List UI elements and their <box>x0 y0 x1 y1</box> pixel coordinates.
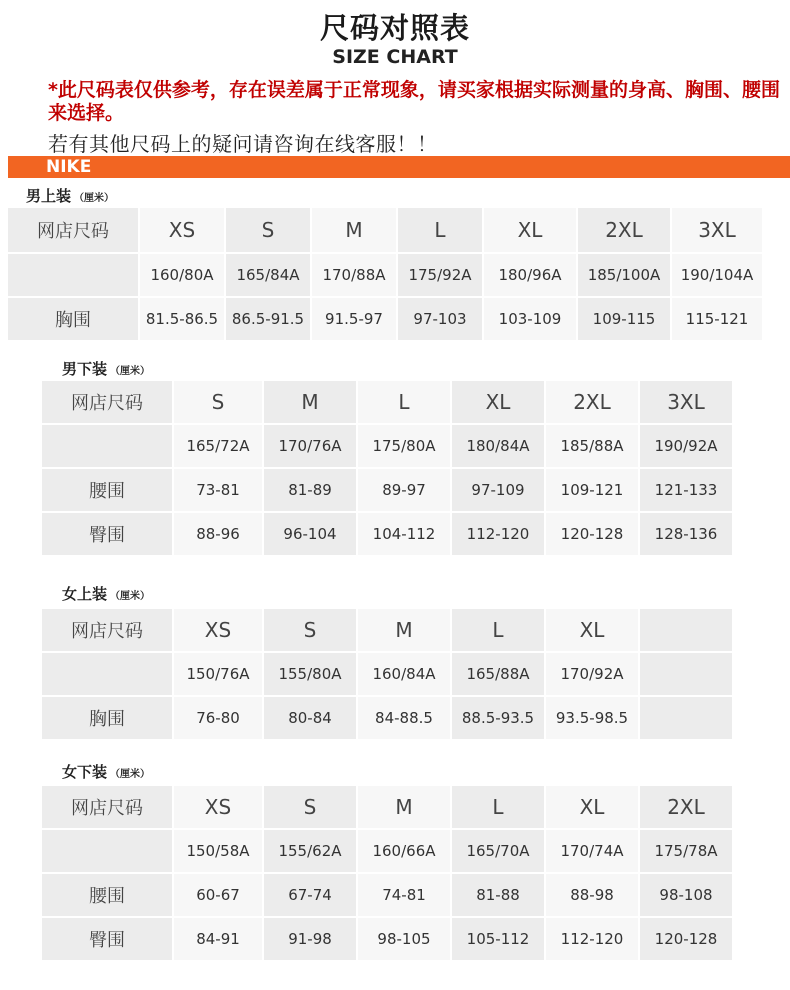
value-cell: 109-121 <box>546 469 638 511</box>
value-cell: 97-109 <box>452 469 544 511</box>
value-cell: 96-104 <box>264 513 356 555</box>
value-cell: 120-128 <box>546 513 638 555</box>
value-cell: 98-105 <box>358 918 450 960</box>
value-cell: 84-91 <box>174 918 262 960</box>
value-cell: 98-108 <box>640 874 732 916</box>
value-cell: 112-120 <box>546 918 638 960</box>
row-label: 腰围 <box>42 469 172 511</box>
value-cell: 76-80 <box>174 697 262 739</box>
row-label: 网店尺码 <box>42 786 172 828</box>
value-cell: 180/96A <box>484 254 576 296</box>
row-label: 臀围 <box>42 513 172 555</box>
value-cell <box>640 697 732 739</box>
value-cell: 190/104A <box>672 254 762 296</box>
size-table-men-tops <box>6 206 764 342</box>
size-cell: XL <box>546 786 638 828</box>
size-cell: 2XL <box>640 786 732 828</box>
value-cell: 165/70A <box>452 830 544 872</box>
section-unit: （厘米） <box>110 769 151 780</box>
section-title-women-tops <box>62 583 150 604</box>
value-cell: 175/78A <box>640 830 732 872</box>
section-title-text: 女上装 <box>62 585 108 603</box>
size-cell: XL <box>452 381 544 423</box>
value-cell: 81.5-86.5 <box>140 298 224 340</box>
value-cell: 170/76A <box>264 425 356 467</box>
size-cell: XS <box>174 609 262 651</box>
value-cell: 170/88A <box>312 254 396 296</box>
value-cell: 155/80A <box>264 653 356 695</box>
value-cell: 120-128 <box>640 918 732 960</box>
value-cell: 81-89 <box>264 469 356 511</box>
value-cell: 89-97 <box>358 469 450 511</box>
value-cell: 74-81 <box>358 874 450 916</box>
row-label <box>42 653 172 695</box>
table-row <box>8 254 762 296</box>
table-row <box>42 697 732 739</box>
table-row <box>42 513 732 555</box>
table-row <box>42 609 732 651</box>
value-cell: 105-112 <box>452 918 544 960</box>
value-cell: 180/84A <box>452 425 544 467</box>
size-cell: 3XL <box>640 381 732 423</box>
row-label: 胸围 <box>8 298 138 340</box>
section-unit: （厘米） <box>110 366 151 377</box>
size-cell: XL <box>546 609 638 651</box>
size-table-men-bottoms <box>40 379 734 557</box>
row-label: 胸围 <box>42 697 172 739</box>
value-cell: 150/76A <box>174 653 262 695</box>
value-cell: 160/80A <box>140 254 224 296</box>
size-cell <box>640 609 732 651</box>
value-cell: 93.5-98.5 <box>546 697 638 739</box>
size-cell: M <box>312 208 396 252</box>
value-cell: 112-120 <box>452 513 544 555</box>
size-cell: L <box>398 208 482 252</box>
row-label: 网店尺码 <box>42 381 172 423</box>
value-cell: 160/84A <box>358 653 450 695</box>
value-cell: 88.5-93.5 <box>452 697 544 739</box>
section-title-text: 男上装 <box>26 187 72 205</box>
section-title-men-bottoms <box>62 358 150 379</box>
support-note: 若有其他尺码上的疑问请咨询在线客服！！ <box>48 132 438 156</box>
table-row <box>42 786 732 828</box>
value-cell: 104-112 <box>358 513 450 555</box>
section-unit: （厘米） <box>74 193 115 204</box>
value-cell: 190/92A <box>640 425 732 467</box>
value-cell: 160/66A <box>358 830 450 872</box>
value-cell: 88-98 <box>546 874 638 916</box>
size-cell: XS <box>140 208 224 252</box>
value-cell: 103-109 <box>484 298 576 340</box>
value-cell: 185/88A <box>546 425 638 467</box>
value-cell: 185/100A <box>578 254 670 296</box>
value-cell: 128-136 <box>640 513 732 555</box>
value-cell: 170/92A <box>546 653 638 695</box>
value-cell: 175/92A <box>398 254 482 296</box>
value-cell: 60-67 <box>174 874 262 916</box>
section-unit: （厘米） <box>110 591 151 602</box>
size-cell: 3XL <box>672 208 762 252</box>
page-title: 尺码对照表 <box>319 11 470 45</box>
size-cell: M <box>264 381 356 423</box>
size-table-women-tops <box>40 607 734 741</box>
size-cell: M <box>358 786 450 828</box>
section-title-men-tops <box>26 185 114 206</box>
row-label <box>8 254 138 296</box>
table-row <box>42 653 732 695</box>
value-cell: 115-121 <box>672 298 762 340</box>
size-cell: S <box>226 208 310 252</box>
brand-label: NIKE <box>46 157 92 177</box>
value-cell: 84-88.5 <box>358 697 450 739</box>
size-table-women-bottoms <box>40 784 734 962</box>
size-cell: L <box>452 609 544 651</box>
section-title-text: 女下装 <box>62 763 108 781</box>
value-cell: 121-133 <box>640 469 732 511</box>
size-cell: M <box>358 609 450 651</box>
size-cell: S <box>174 381 262 423</box>
table-row <box>8 298 762 340</box>
row-label: 臀围 <box>42 918 172 960</box>
value-cell: 109-115 <box>578 298 670 340</box>
value-cell: 88-96 <box>174 513 262 555</box>
disclaimer-note: *此尺码表仅供参考，存在误差属于正常现象，请买家根据实际测量的身高、胸围、腰围来选择。 <box>48 79 780 124</box>
table-row <box>42 381 732 423</box>
table-row <box>8 208 762 252</box>
value-cell: 80-84 <box>264 697 356 739</box>
size-cell: XS <box>174 786 262 828</box>
value-cell: 155/62A <box>264 830 356 872</box>
size-cell: 2XL <box>578 208 670 252</box>
table-row <box>42 469 732 511</box>
row-label: 网店尺码 <box>42 609 172 651</box>
value-cell: 165/84A <box>226 254 310 296</box>
value-cell: 91-98 <box>264 918 356 960</box>
page-subtitle: SIZE CHART <box>332 46 458 68</box>
value-cell: 67-74 <box>264 874 356 916</box>
row-label <box>42 425 172 467</box>
value-cell: 175/80A <box>358 425 450 467</box>
value-cell <box>640 653 732 695</box>
table-row <box>42 830 732 872</box>
brand-bar <box>8 156 790 178</box>
value-cell: 97-103 <box>398 298 482 340</box>
row-label: 网店尺码 <box>8 208 138 252</box>
section-title-women-bottoms <box>62 761 150 782</box>
value-cell: 165/88A <box>452 653 544 695</box>
table-row <box>42 425 732 467</box>
section-title-text: 男下装 <box>62 360 108 378</box>
row-label: 腰围 <box>42 874 172 916</box>
size-cell: S <box>264 609 356 651</box>
table-row <box>42 918 732 960</box>
table-row <box>42 874 732 916</box>
value-cell: 81-88 <box>452 874 544 916</box>
value-cell: 150/58A <box>174 830 262 872</box>
value-cell: 86.5-91.5 <box>226 298 310 340</box>
size-cell: S <box>264 786 356 828</box>
value-cell: 170/74A <box>546 830 638 872</box>
value-cell: 91.5-97 <box>312 298 396 340</box>
row-label <box>42 830 172 872</box>
value-cell: 165/72A <box>174 425 262 467</box>
size-cell: L <box>358 381 450 423</box>
size-cell: 2XL <box>546 381 638 423</box>
size-cell: XL <box>484 208 576 252</box>
size-cell: L <box>452 786 544 828</box>
value-cell: 73-81 <box>174 469 262 511</box>
